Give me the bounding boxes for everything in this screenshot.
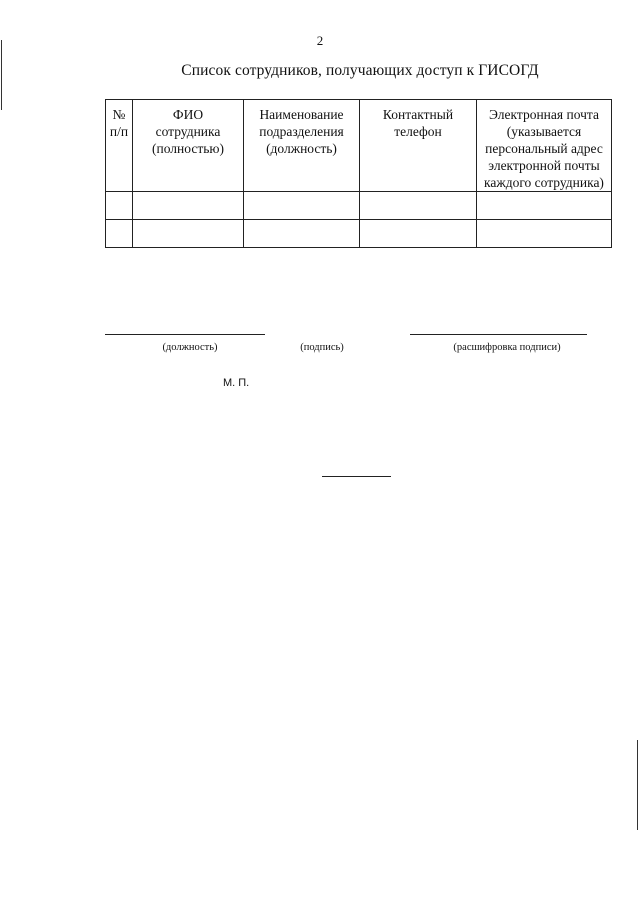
stamp-mark: М. П. (223, 377, 250, 389)
scan-edge-right (637, 740, 638, 830)
table-cell (106, 192, 133, 220)
header-line: (полностью) (152, 141, 224, 156)
position-signature-line (105, 334, 265, 335)
header-line: электронной почты (488, 158, 600, 173)
signature-caption: (подпись) (300, 342, 344, 353)
table-header-row (106, 100, 612, 192)
header-line: Контактный (382, 107, 454, 122)
table-cell (360, 192, 477, 220)
header-line: Наименование (259, 107, 344, 122)
header-email (477, 100, 612, 192)
header-full-name (133, 100, 244, 192)
header-department (244, 100, 360, 192)
header-line: Электронная почта (489, 107, 599, 122)
table-row (106, 220, 612, 248)
header-number (106, 100, 133, 192)
header-line: каждого сотрудника) (484, 175, 604, 190)
header-phone (360, 100, 477, 192)
header-line: № (112, 107, 126, 122)
header-line: подразделения (259, 124, 344, 139)
table-cell (477, 192, 612, 220)
closing-line (322, 476, 391, 477)
table-cell (106, 220, 133, 248)
decoding-signature-line (410, 334, 587, 335)
table-cell (360, 220, 477, 248)
table-cell (133, 220, 244, 248)
staff-table (105, 99, 612, 248)
table-cell (133, 192, 244, 220)
table-row (106, 192, 612, 220)
header-line: п/п (109, 124, 129, 139)
scan-edge-left (1, 40, 2, 110)
document-title: Список сотрудников, получающих доступ к ГИСОГД (181, 62, 539, 79)
header-line: телефон (394, 124, 442, 139)
page-number: 2 (316, 33, 324, 48)
position-caption: (должность) (162, 342, 218, 353)
table-cell (244, 192, 360, 220)
table-cell (477, 220, 612, 248)
header-line: (указывается (506, 124, 582, 139)
header-line: сотрудника (155, 124, 221, 139)
header-line: персональный адрес (485, 141, 603, 156)
decoding-caption: (расшифровка подписи) (453, 342, 561, 353)
header-line: ФИО (172, 107, 204, 122)
header-line: (должность) (266, 141, 337, 156)
table-cell (244, 220, 360, 248)
